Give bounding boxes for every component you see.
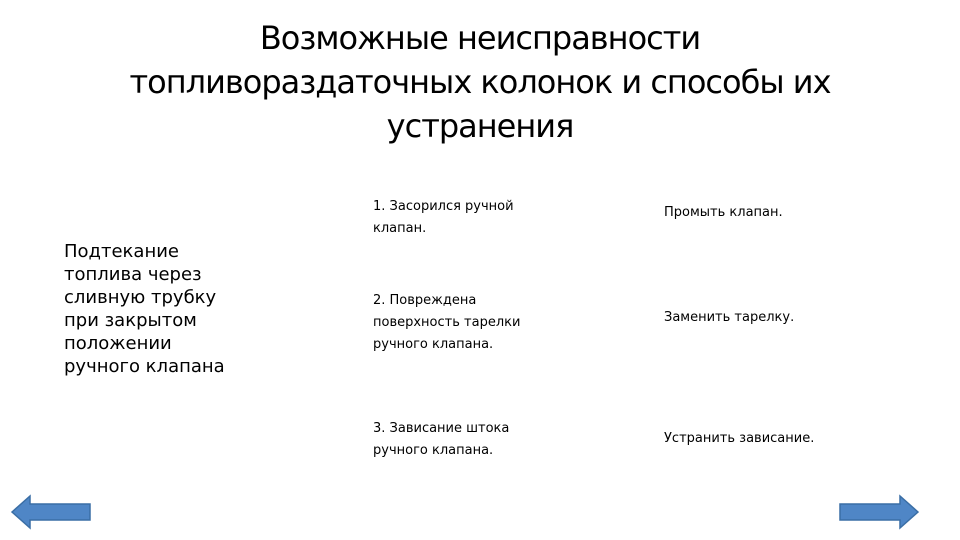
remedy-line: Промыть клапан. [664, 205, 783, 220]
title-line: Возможные неисправности [259, 19, 701, 57]
next-slide-button[interactable] [838, 494, 920, 530]
problem-line: ручного клапана [64, 356, 225, 377]
cause-line: поверхность тарелки [373, 315, 521, 330]
remedy-line: Заменить тарелку. [664, 310, 795, 325]
cause-item-2 [373, 290, 573, 356]
remedy-line: Устранить зависание. [664, 431, 815, 446]
title-line: топливораздаточных колонок и способы их [129, 63, 831, 101]
remedy-item-3 [664, 428, 864, 450]
cause-line: 2. Повреждена [373, 293, 477, 308]
cause-line: клапан. [373, 221, 427, 236]
cause-item-3 [373, 418, 573, 462]
arrow-left-icon [10, 494, 92, 530]
remedy-item-1 [664, 202, 864, 224]
remedy-item-2 [664, 307, 864, 329]
cause-item-1 [373, 196, 573, 240]
title-line: устранения [386, 107, 574, 145]
cause-line: 1. Засорился ручной [373, 199, 514, 214]
arrow-right-icon [838, 494, 920, 530]
cause-line: 3. Зависание штока [373, 421, 510, 436]
problem-line: положении [64, 333, 172, 354]
previous-slide-button[interactable] [10, 494, 92, 530]
problem-line: при закрытом [64, 310, 197, 331]
slide-title [80, 16, 880, 148]
problem-line: топлива через [64, 264, 202, 285]
problem-line: сливную трубку [64, 287, 217, 308]
problem-line: Подтекание [64, 241, 179, 262]
cause-line: ручного клапана. [373, 443, 494, 458]
cause-line: ручного клапана. [373, 337, 494, 352]
problem-description [64, 240, 284, 378]
